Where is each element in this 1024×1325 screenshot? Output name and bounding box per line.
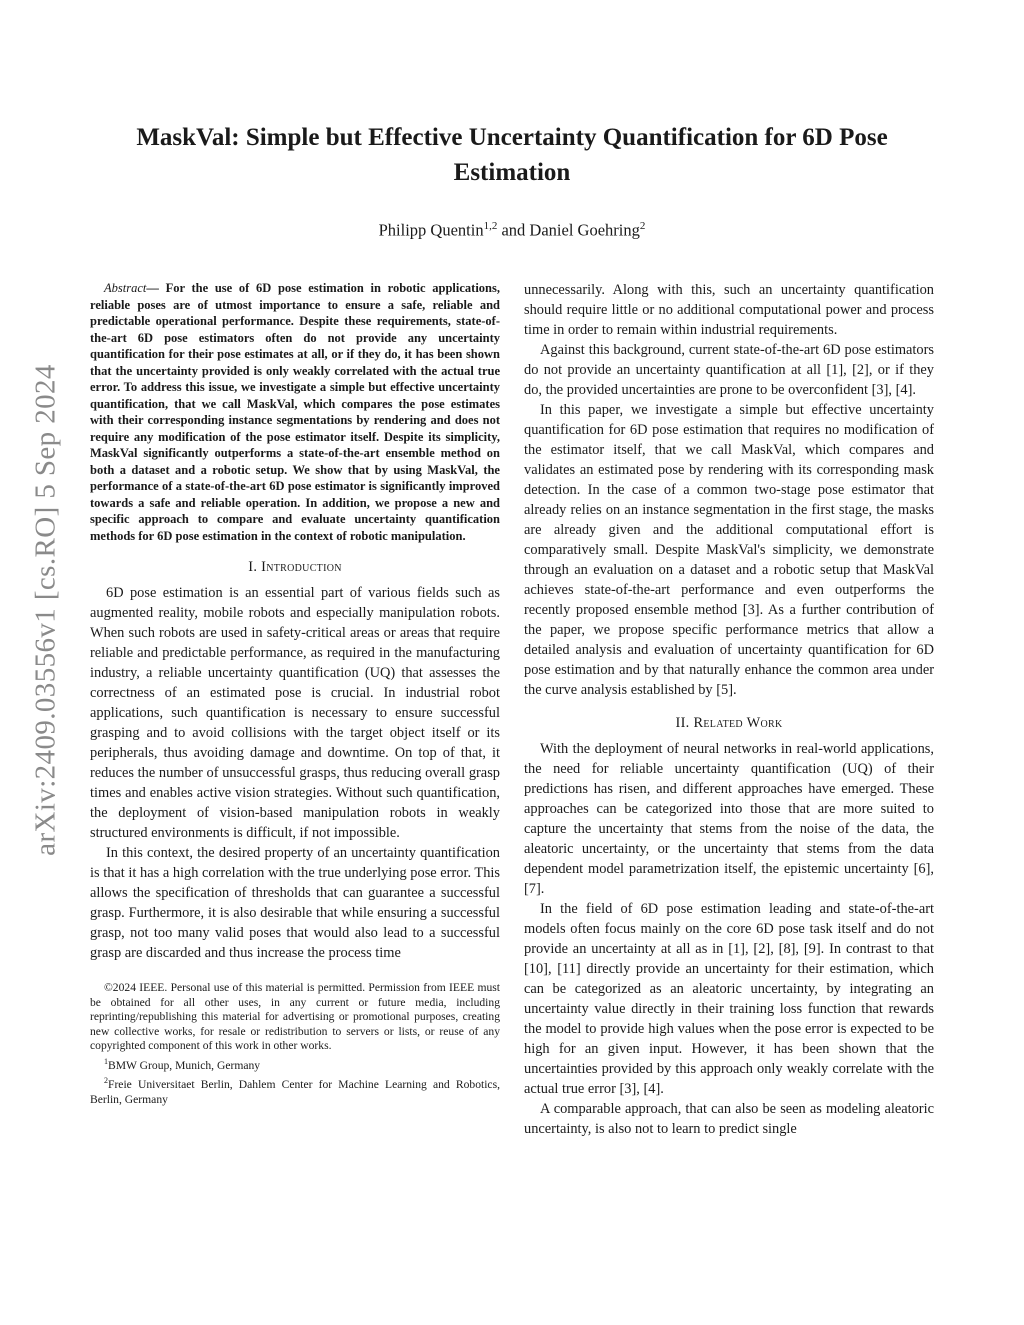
author-name: Daniel Goehring — [529, 220, 640, 240]
footnote-text: BMW Group, Munich, Germany — [108, 1058, 261, 1072]
body-paragraph: Against this background, current state-of-the-art 6D pose estimators do not provide an uncertainty quantification at all [1], [2], or if they do, the provided uncertainties are prone to be overconfident [3], [4]. — [524, 342, 934, 398]
footnote-mark: 2 — [104, 1076, 108, 1086]
affiliation-mark: 2 — [639, 220, 646, 232]
affiliation-mark: 1,2 — [483, 220, 498, 232]
footnote-mark: 1 — [104, 1056, 108, 1066]
footnote-text: Freie Universitaet Berlin, Dahlem Center for Machine Learning and Robotics, Berlin, Germany — [90, 1078, 500, 1106]
paper-title: MaskVal: Simple but Effective Uncertainty Quantification for 6D Pose Estimation — [136, 124, 888, 186]
footnote-affiliation — [90, 1055, 500, 1073]
body-paragraph: A comparable approach, that can also be seen as modeling aleatoric uncertainty, is also not to learn to predict single — [524, 1101, 934, 1137]
author-conjunction: and — [501, 220, 526, 240]
section-heading-introduction — [90, 557, 500, 577]
section-number: I. — [248, 559, 258, 575]
section-title: Introduction — [261, 559, 342, 575]
footnotes — [90, 981, 500, 1107]
body-paragraph: In this context, the desired property of an uncertainty quantification is that it has a high correlation with the true underlying pose error. This allows the specification of thresholds that can guarantee a successful grasp. Furthermore, it is also desirable that while ensuring a successful grasp, not too many valid poses that would also lead to a successful grasp are discarded and thus increase the process time — [90, 845, 500, 961]
body-paragraph: With the deployment of neural networks in real-world applications, the need for reliable uncertainty quantification (UQ) of their predictions has risen, and different approaches have emerged. These approaches can be categorized into those that are more suited to capture the uncertainty that stems from the noise of the data, the aleatoric uncertainty, or the uncertainty that stems from the data dependent model parametrization itself, the epistemic uncertainty [6], [7]. — [524, 741, 934, 897]
section-heading-related-work — [524, 713, 934, 733]
copyright-notice: ©2024 IEEE. Personal use of this material is permitted. Permission from IEEE must be obtained for all other uses, in any current or future media, including reprinting/republishing this material for advertising or promotional purposes, creating new collective works, for resale or redistribution to servers or lists, or reuse of any copyrighted component of this work in other works. — [90, 981, 500, 1053]
author-line — [200, 214, 824, 243]
left-column — [90, 280, 500, 1108]
author-name: Philipp Quentin — [378, 220, 484, 240]
body-paragraph-continuation: unnecessarily. Along with this, such an uncertainty quantification should require little or no additional computational power and process time in order to remain within industrial requirements. — [524, 282, 934, 338]
body-paragraph: In the field of 6D pose estimation leading and state-of-the-art models often focus mainly on the core 6D pose task itself and do not provide an uncertainty at all as in [1], [2], [8], [9]. In contrast to that [10], [11] directly provide an uncertainty for their estimation, which can be categorized as an aleatoric uncertainty, by integrating an uncertainty value directly in their training loss function that rewards the model to provide high values when the pose error is expected to be high for an given input. However, it has been shown that the uncertainties provided by this approach only weakly correlate with the actual true error [3], [4]. — [524, 901, 934, 1097]
section-title: Related Work — [693, 715, 783, 731]
abstract: Abstract— For the use of 6D pose estimation in robotic applications, reliable poses are of utmost importance to ensure a safe, reliable and predictable operational performance. Despite these requirements, state-of-the-art 6D pose estimators often do not provide any uncertainty quantification for their pose estimates at all, or if they do, it has been shown that the uncertainty provided is only weakly correlated with the actual true error. To address this issue, we investigate a simple but effective uncertainty quantification, that we call MaskVal, which compares the pose estimates with their corresponding instance segmentations by rendering and does not require any modification of the pose estimator itself. Despite its simplicity, MaskVal significantly outperforms a state-of-the-art ensemble method on both a dataset and a robotic setup. We show that by using MaskVal, the performance of a state-of-the-art 6D pose estimator is significantly improved towards a safe and reliable operation. In addition, we propose a new and specific approach to compare and evaluate uncertainty quantification methods for 6D pose estimation in the context of robotic manipulation. — [90, 281, 501, 543]
abstract-label: Abstract — [104, 281, 147, 295]
right-column — [524, 280, 934, 1139]
abstract-text: For the use of 6D pose estimation in robotic applications, reliable poses are of utmost importance to ensure a safe, reliable and predictable operational performance. Despite these requirements, state-of-the-art 6D pose estimators often do not provide any uncertainty quantification for their pose estimates at all, or if they do, it has been shown that the uncertainty provided is only weakly correlated with the actual true error. To address this issue, we investigate a simple but effective uncertainty quantification, that we call MaskVal, which compares the pose estimates with their corresponding instance segmentations by rendering and does not require any modification of the pose estimator itself. Despite its simplicity, MaskVal significantly outperforms a state-of-the-art ensemble method on both a dataset and a robotic setup. We show that by using MaskVal, the performance of a state-of-the-art 6D pose estimator is significantly improved towards a safe and reliable operation. In addition, we propose a new and specific approach to compare and evaluate uncertainty quantification methods for 6D pose estimation in the context of robotic manipulation. — [90, 281, 501, 543]
body-paragraph: In this paper, we investigate a simple but effective uncertainty quantification for 6D pose estimation that requires no modification of the estimator itself, that we call MaskVal, which compares and validates an estimated pose by rendering with its corresponding mask detection. In the case of a common two-stage pose estimator that already relies on an instance segmentation in the first stage, the masks are already given and the additional computational effort is comparatively small. Despite MaskVal's simplicity, we demonstrate through an evaluation on a dataset and a robotic setup that MaskVal achieves state-of-the-art performance and even outperforms the recently proposed ensemble method [3]. As a further contribution of the paper, we propose specific performance metrics that allow a detailed analysis and evaluation of uncertainty quantification for 6D pose estimation and by that naturally enhance the common area under the curve analysis established by [5]. — [524, 402, 934, 698]
footnote-affiliation — [90, 1074, 500, 1107]
section-number: II. — [675, 715, 690, 731]
arxiv-identifier-stamp: arXiv:2409.03556v1 [cs.RO] 5 Sep 2024 — [29, 364, 62, 856]
body-paragraph: 6D pose estimation is an essential part of various fields such as augmented reality, mobile robots and especially manipulation robots. When such robots are used in safety-critical areas or areas that require reliable and predictable performance, as required in the manufacturing industry, a reliable uncertainty quantification (UQ) that assesses the correctness of an estimated pose is crucial. In industrial robot applications, such quantification is necessary to ensure successful grasping and to avoid collisions with the target object itself or its peripherals, thus avoiding damage and downtime. On top of that, it reduces the number of unsuccessful grasps, thus reducing overall grasp times and enables active vision strategies. Without such quantification, the deployment of vision-based manipulation robots in weakly structured environments is difficult, if not impossible. — [90, 585, 500, 841]
